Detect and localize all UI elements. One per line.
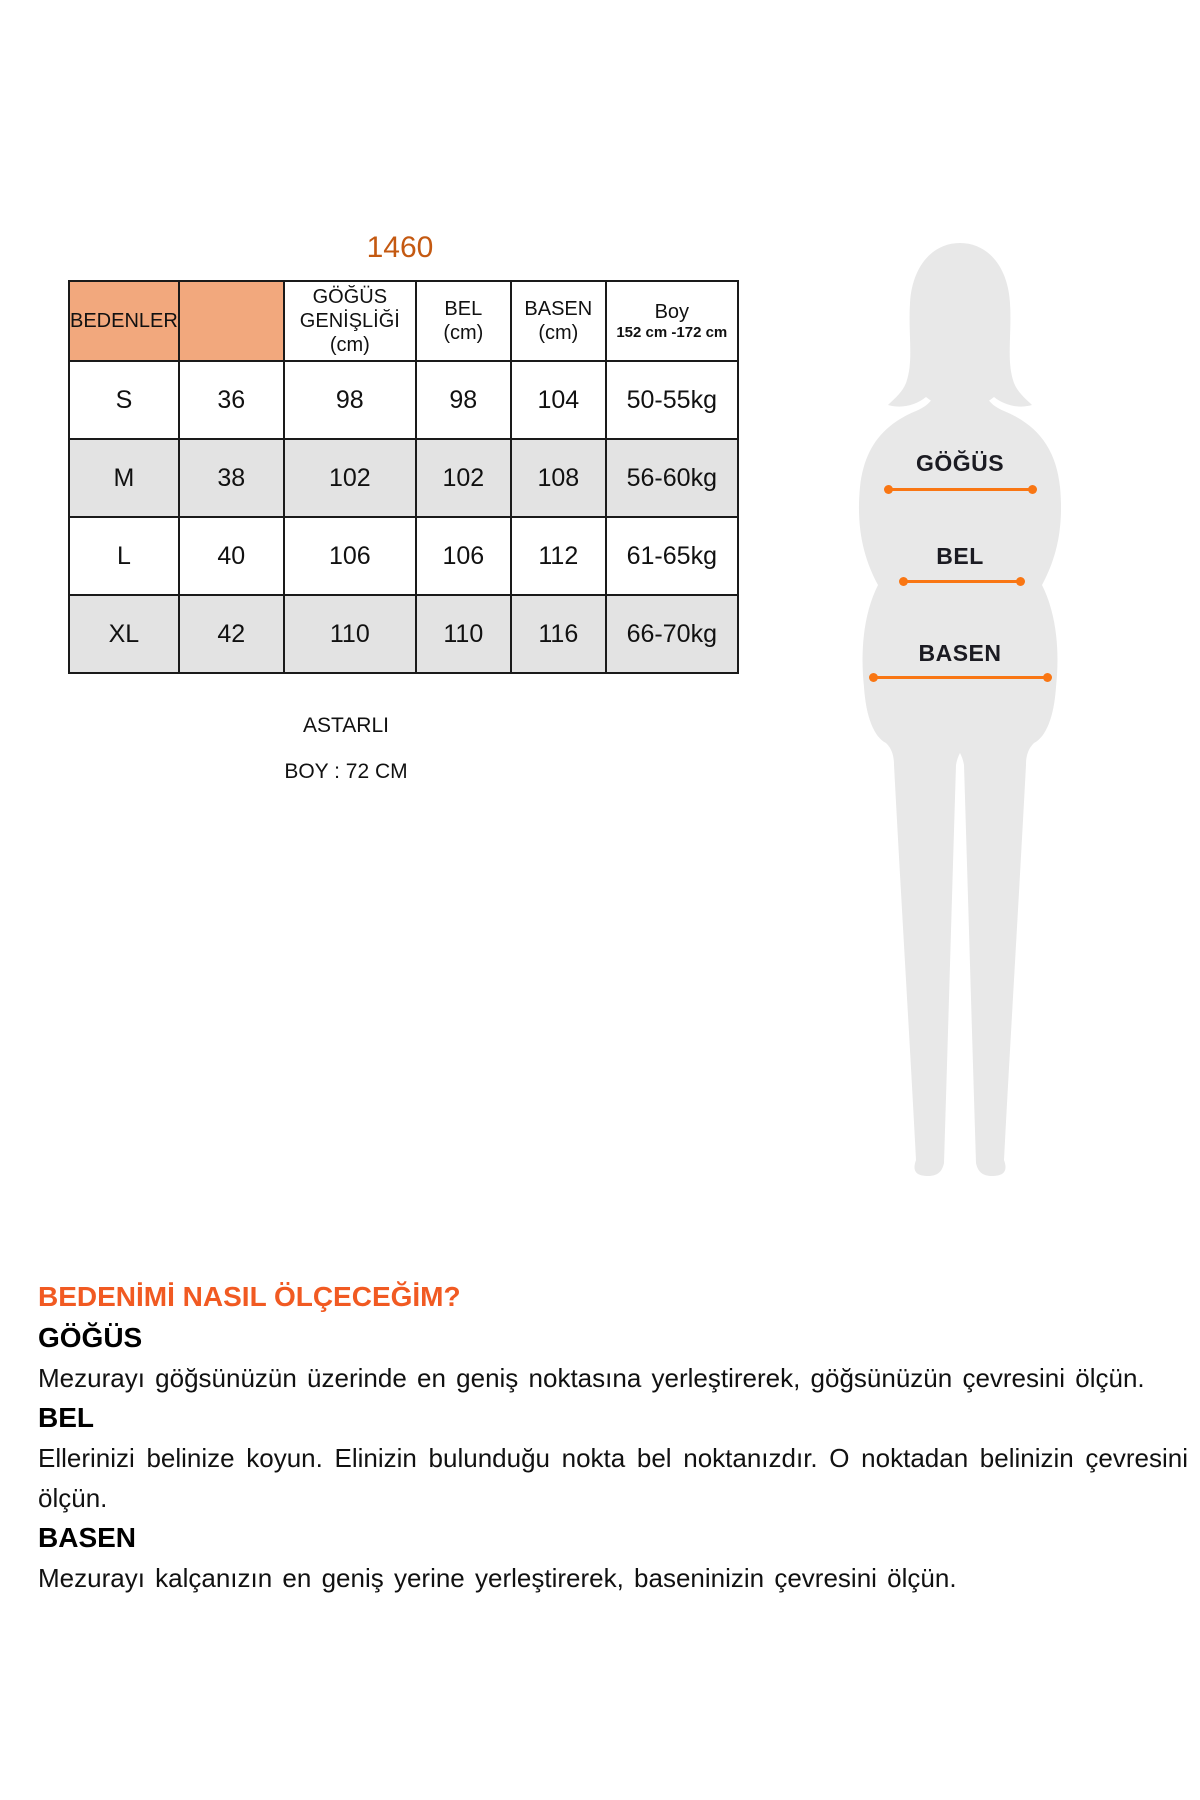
chest-measure-line bbox=[888, 488, 1033, 491]
header-blank bbox=[179, 281, 284, 361]
table-cell: L bbox=[69, 517, 179, 595]
table-cell: 38 bbox=[179, 439, 284, 517]
line-endpoint-dot bbox=[869, 673, 878, 682]
line-endpoint-dot bbox=[884, 485, 893, 494]
table-cell: 42 bbox=[179, 595, 284, 673]
table-cell: 102 bbox=[416, 439, 511, 517]
hip-label: BASEN bbox=[918, 640, 1002, 666]
table-cell: 106 bbox=[416, 517, 511, 595]
line-endpoint-dot bbox=[1028, 485, 1037, 494]
guide-text-basen: Mezurayı kalçanızın en geniş yerine yerleştirerek, baseninizin çevresini ölçün. bbox=[38, 1563, 957, 1593]
table-cell: XL bbox=[69, 595, 179, 673]
line-endpoint-dot bbox=[899, 577, 908, 586]
table-cell: 61-65kg bbox=[606, 517, 738, 595]
guide-text-bel: Ellerinizi belinize koyun. Elinizin bulunduğu nokta bel noktanızdır. O noktadan belinizin çevresini ölçün. bbox=[38, 1443, 1188, 1513]
table-cell: 98 bbox=[284, 361, 416, 439]
header-bedenler: BEDENLER bbox=[69, 281, 179, 361]
size-table bbox=[68, 280, 739, 674]
table-cell: 110 bbox=[284, 595, 416, 673]
size-table-header-row bbox=[69, 281, 738, 361]
header-boy-range: 152 cm -172 cm bbox=[616, 324, 728, 341]
header-basen: BASEN (cm) bbox=[511, 281, 606, 361]
guide-title: BEDENİMİ NASIL ÖLÇECEĞİM? bbox=[38, 1281, 461, 1312]
guide-heading-basen: BASEN bbox=[38, 1522, 137, 1553]
table-cell: M bbox=[69, 439, 179, 517]
female-silhouette-icon bbox=[830, 235, 1090, 1180]
lining-note: ASTARLI bbox=[303, 714, 389, 737]
table-row-s bbox=[69, 361, 738, 439]
guide-text-gogus: Mezurayı göğsünüzün üzerinde en geniş noktasına yerleştirerek, göğsünüzün çevresini ölçün. bbox=[38, 1363, 1145, 1393]
guide-heading-gogus: GÖĞÜS bbox=[38, 1322, 143, 1353]
table-cell: 50-55kg bbox=[606, 361, 738, 439]
waist-measure-line bbox=[903, 580, 1021, 583]
table-cell: 110 bbox=[416, 595, 511, 673]
header-bel: BEL (cm) bbox=[416, 281, 511, 361]
table-cell: 98 bbox=[416, 361, 511, 439]
line-endpoint-dot bbox=[1016, 577, 1025, 586]
line-endpoint-dot bbox=[1043, 673, 1052, 682]
table-cell: 66-70kg bbox=[606, 595, 738, 673]
header-boy: Boy 152 cm -172 cm bbox=[606, 281, 738, 361]
table-cell: 108 bbox=[511, 439, 606, 517]
table-cell: 102 bbox=[284, 439, 416, 517]
chest-label: GÖĞÜS bbox=[915, 450, 1005, 476]
body-silhouette-figure bbox=[830, 235, 1090, 1180]
product-code: 1460 bbox=[366, 231, 434, 264]
table-cell: 104 bbox=[511, 361, 606, 439]
table-cell: 40 bbox=[179, 517, 284, 595]
table-cell: 106 bbox=[284, 517, 416, 595]
guide-heading-bel: BEL bbox=[38, 1402, 94, 1433]
table-cell: 56-60kg bbox=[606, 439, 738, 517]
measuring-guide bbox=[38, 1276, 1188, 1598]
length-note: BOY : 72 CM bbox=[284, 760, 408, 783]
table-cell: 112 bbox=[511, 517, 606, 595]
hip-measure-line bbox=[873, 676, 1048, 679]
table-cell: 36 bbox=[179, 361, 284, 439]
waist-label: BEL bbox=[936, 543, 984, 569]
table-row-m bbox=[69, 439, 738, 517]
table-cell: 116 bbox=[511, 595, 606, 673]
header-gogus-genisligi: GÖĞÜS GENİŞLİĞİ (cm) bbox=[284, 281, 416, 361]
table-row-xl bbox=[69, 595, 738, 673]
table-row-l bbox=[69, 517, 738, 595]
table-cell: S bbox=[69, 361, 179, 439]
